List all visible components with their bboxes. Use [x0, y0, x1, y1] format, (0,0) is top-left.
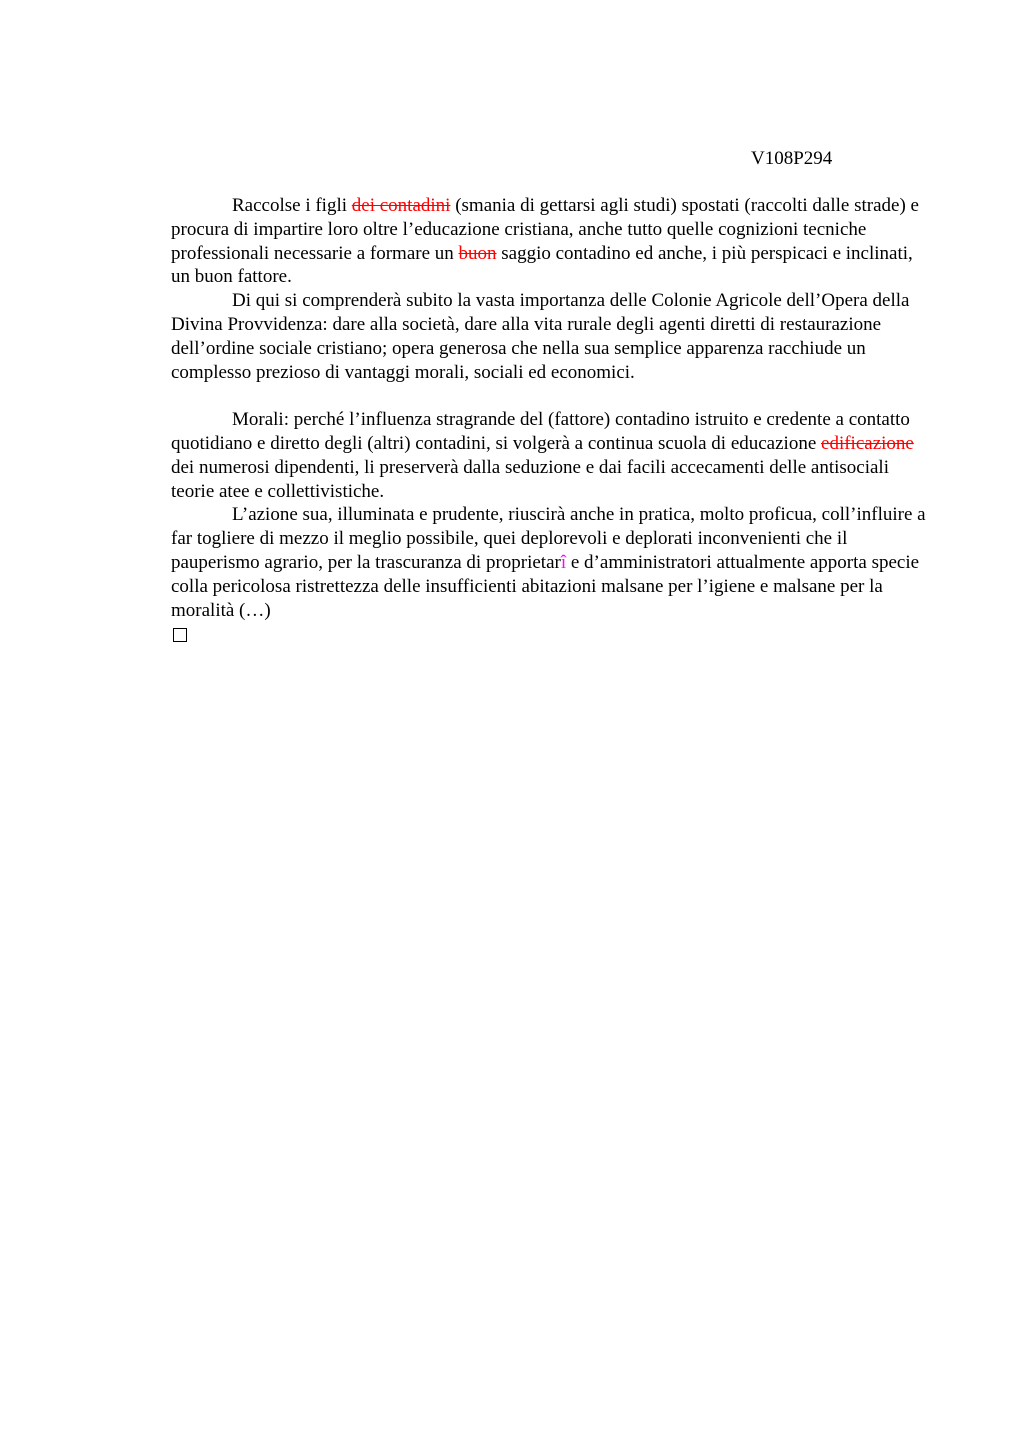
text-segment: L’azione sua, illuminata e prudente, riuscirà anche in pratica, molto proficua, coll’influire a far togliere di mezzo il meglio possibile, quei deplorevoli e deplorati inconvenienti che il pauperismo agrario, per la trascuranza di proprietar — [171, 504, 926, 573]
document-body — [171, 194, 931, 642]
page-code: V108P294 — [751, 148, 833, 169]
deleted-text: edificazione — [821, 432, 914, 454]
text-segment: Morali: perché l’influenza stragrande del (fattore) contadino istruito e credente a contatto quotidiano e diretto degli (altri) contadini, si volgerà a continua scuola di educazione — [171, 409, 910, 454]
paragraph-4 — [171, 503, 931, 622]
paragraph-3 — [171, 408, 931, 503]
text-segment: dei numerosi dipendenti, li preserverà dalla seduzione e dai facili accecamenti delle antisociali teorie atee e collettivistiche. — [171, 456, 889, 502]
deleted-text: buon — [458, 242, 497, 264]
paragraph-2 — [171, 289, 931, 384]
text-segment: Raccolse i figli — [232, 195, 352, 216]
text-segment: saggio contadino ed anche, i più perspicaci e inclinati, un buon fattore. — [171, 242, 913, 288]
text-segment: (smania di gettarsi agli studi) spostati (raccolti dalle strade) e procura di impartire loro oltre l’educazione cristiana, anche tutto quelle cognizioni tecniche professionali necessarie a formare un — [171, 195, 919, 264]
deleted-text: dei contadini — [351, 195, 451, 216]
checkbox-icon — [173, 628, 187, 642]
text-segment: Di qui si comprenderà subito la vasta importanza delle Colonie Agricole dell’Opera della Divina Provvidenza: dare alla società, dare alla vita rurale degli agenti diretti di restaurazione dell’ordine sociale cristiano; opera generosa che nella sua semplice apparenza racchiude un complesso prezioso di vantaggi morali, sociali ed economici. — [171, 290, 910, 383]
paragraph-1 — [171, 194, 931, 289]
inserted-mark: î — [560, 551, 567, 573]
text-segment: e d’amministratori attualmente apporta specie colla pericolosa ristrettezza delle insufficienti abitazioni malsane per l’igiene e malsane per la moralità (…) — [171, 551, 920, 621]
